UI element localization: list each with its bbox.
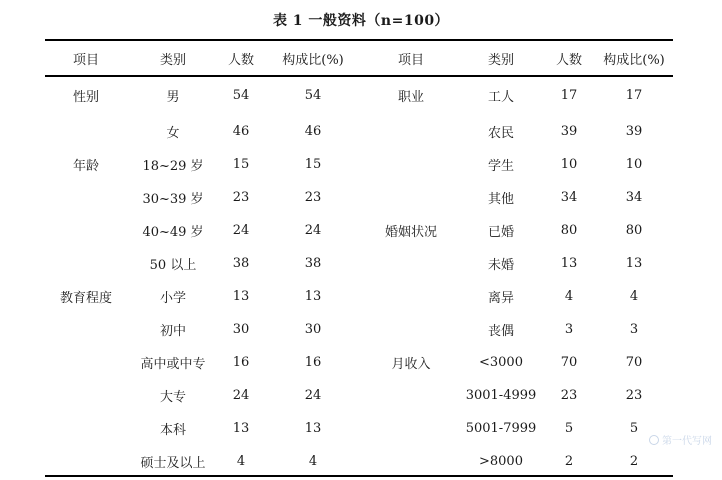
cell-category-right: 其他	[487, 192, 514, 207]
cell-count-left: 16	[232, 355, 250, 370]
cell-count-right: 34	[560, 190, 578, 205]
table-row	[45, 445, 673, 478]
cell-count-right: 23	[560, 388, 578, 403]
table-row	[45, 346, 673, 379]
cell-item-left: 年龄	[72, 159, 99, 174]
table-row	[45, 148, 673, 181]
header-row	[45, 41, 673, 76]
cell-category-left: 初中	[159, 324, 186, 339]
cell-category-right: 丧偶	[487, 324, 514, 339]
cell-ratio-right: 10	[625, 157, 643, 172]
cell-item-right	[363, 181, 459, 214]
cell-ratio-left: 16	[304, 355, 322, 370]
cell-ratio-left: 24	[304, 388, 322, 403]
cell-item-right	[363, 148, 459, 181]
cell-item-left	[45, 247, 127, 280]
header-ratio-right: 构成比(%)	[603, 53, 665, 68]
cell-count-left: 15	[232, 157, 250, 172]
header-ratio-left: 构成比(%)	[282, 53, 344, 68]
cell-item-right	[363, 280, 459, 313]
cell-count-left: 24	[232, 388, 250, 403]
cell-item-left	[45, 115, 127, 148]
cell-ratio-right: 70	[625, 355, 643, 370]
cell-ratio-right: 3	[629, 322, 639, 337]
header-category-right: 类别	[487, 53, 514, 68]
header-count-right: 人数	[555, 53, 582, 68]
cell-category-left: 高中或中专	[140, 357, 206, 372]
cell-category-left: 小学	[159, 291, 186, 306]
header-item-right: 项目	[397, 53, 424, 68]
cell-ratio-left: 54	[304, 88, 322, 103]
general-data-table	[45, 41, 673, 478]
cell-item-right	[363, 247, 459, 280]
table-row	[45, 214, 673, 247]
cell-item-right: 职业	[397, 90, 424, 105]
table-title: 表 1 一般资料（n=100）	[272, 13, 450, 29]
cell-ratio-right: 23	[625, 388, 643, 403]
cell-ratio-right: 4	[629, 289, 639, 304]
cell-category-right: >8000	[479, 454, 523, 469]
table-row	[45, 379, 673, 412]
cell-category-right: <3000	[479, 355, 523, 370]
cell-ratio-left: 38	[304, 256, 322, 271]
cell-item-right: 婚姻状况	[384, 225, 437, 240]
table-row	[45, 247, 673, 280]
cell-item-left: 教育程度	[59, 291, 112, 306]
cell-count-right: 5	[564, 421, 574, 436]
cell-ratio-right: 34	[625, 190, 643, 205]
header-item-left: 项目	[72, 53, 99, 68]
cell-ratio-left: 30	[304, 322, 322, 337]
header-category-left: 类别	[159, 53, 186, 68]
table-row	[45, 115, 673, 148]
cell-item-right	[363, 115, 459, 148]
cell-count-left: 30	[232, 322, 250, 337]
cell-category-left: 40~49 岁	[142, 225, 204, 240]
table-body	[45, 76, 673, 478]
table-row	[45, 412, 673, 445]
cell-ratio-right: 13	[625, 256, 643, 271]
cell-count-left: 23	[232, 190, 250, 205]
cell-category-left: 硕士及以上	[140, 456, 206, 471]
cell-item-right: 月收入	[391, 357, 431, 372]
cell-item-left	[45, 181, 127, 214]
table-row	[45, 280, 673, 313]
watermark-text: 第一代写网	[662, 436, 712, 447]
table-row	[45, 181, 673, 214]
cell-ratio-right: 39	[625, 124, 643, 139]
watermark	[649, 432, 712, 447]
header-count-left: 人数	[227, 53, 254, 68]
cell-category-right: 离异	[487, 291, 514, 306]
cell-ratio-right: 5	[629, 421, 639, 436]
cell-category-left: 50 以上	[149, 258, 197, 273]
cell-ratio-left: 13	[304, 421, 322, 436]
table-row	[45, 313, 673, 346]
cell-category-left: 18~29 岁	[142, 159, 204, 174]
cell-count-left: 24	[232, 223, 250, 238]
cell-item-left	[45, 412, 127, 445]
cell-category-right: 已婚	[487, 225, 514, 240]
cell-count-right: 4	[564, 289, 574, 304]
cell-count-right: 39	[560, 124, 578, 139]
cell-count-left: 54	[232, 88, 250, 103]
cell-count-left: 38	[232, 256, 250, 271]
cell-ratio-left: 4	[308, 454, 318, 469]
cell-count-right: 17	[560, 88, 578, 103]
cell-ratio-right: 80	[625, 223, 643, 238]
cell-item-left	[45, 313, 127, 346]
cell-ratio-left: 23	[304, 190, 322, 205]
cell-ratio-left: 15	[304, 157, 322, 172]
cell-item-left	[45, 379, 127, 412]
cell-count-right: 70	[560, 355, 578, 370]
cell-count-right: 80	[560, 223, 578, 238]
cell-ratio-right: 2	[629, 454, 639, 469]
cell-category-left: 女	[166, 126, 180, 141]
cell-ratio-left: 46	[304, 124, 322, 139]
cell-category-right: 工人	[487, 90, 514, 105]
cell-count-left: 13	[232, 421, 250, 436]
cell-count-right: 2	[564, 454, 574, 469]
cell-ratio-left: 13	[304, 289, 322, 304]
cell-category-right: 学生	[487, 159, 514, 174]
cell-item-right	[363, 313, 459, 346]
cell-ratio-right: 17	[625, 88, 643, 103]
cell-category-right: 3001-4999	[465, 388, 537, 403]
cell-category-right: 5001-7999	[465, 421, 537, 436]
cell-count-left: 13	[232, 289, 250, 304]
cell-item-right	[363, 379, 459, 412]
cell-item-left	[45, 214, 127, 247]
watermark-logo-icon	[649, 435, 659, 445]
cell-count-right: 3	[564, 322, 574, 337]
cell-count-right: 10	[560, 157, 578, 172]
table-row	[45, 76, 673, 115]
cell-category-right: 农民	[487, 126, 514, 141]
cell-category-left: 大专	[159, 390, 186, 405]
cell-item-left	[45, 445, 127, 478]
cell-category-left: 男	[166, 90, 180, 105]
cell-count-right: 13	[560, 256, 578, 271]
cell-item-left	[45, 346, 127, 379]
cell-count-left: 4	[236, 454, 246, 469]
cell-item-left: 性别	[72, 90, 99, 105]
cell-category-left: 本科	[159, 423, 186, 438]
cell-count-left: 46	[232, 124, 250, 139]
cell-ratio-left: 24	[304, 223, 322, 238]
cell-item-right	[363, 445, 459, 478]
cell-category-left: 30~39 岁	[142, 192, 204, 207]
cell-item-right	[363, 412, 459, 445]
cell-category-right: 未婚	[487, 258, 514, 273]
